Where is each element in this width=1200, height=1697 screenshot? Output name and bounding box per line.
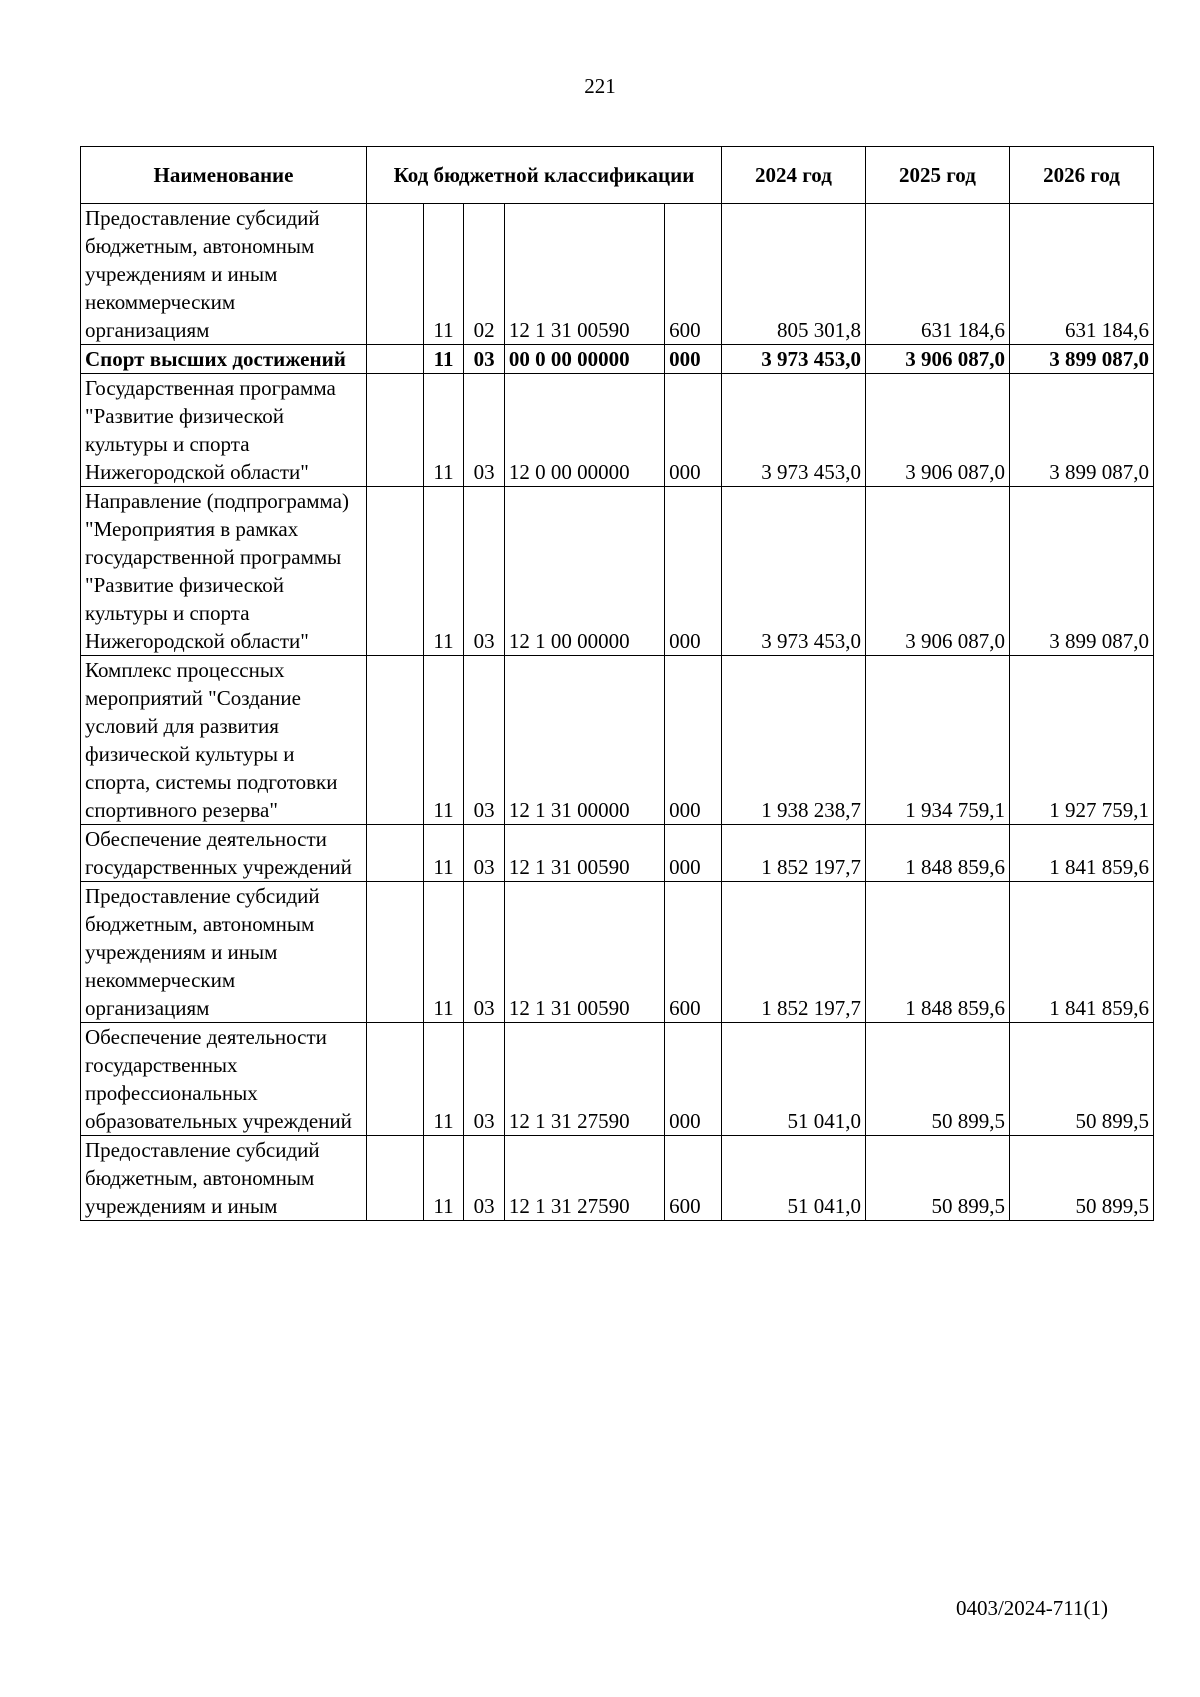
code-section: 11 xyxy=(423,1136,464,1221)
code-expense-type: 000 xyxy=(665,825,722,882)
code-target: 12 0 00 00000 xyxy=(504,374,664,487)
row-name: Обеспечение деятельности государственных учреждений xyxy=(81,825,367,882)
value-2024: 1 852 197,7 xyxy=(721,882,865,1023)
value-2024: 51 041,0 xyxy=(721,1023,865,1136)
value-2026: 1 927 759,1 xyxy=(1009,656,1153,825)
value-2026: 1 841 859,6 xyxy=(1009,825,1153,882)
header-code: Код бюджетной классификации xyxy=(366,147,721,204)
table-row xyxy=(81,204,1154,345)
code-cell-blank xyxy=(366,345,423,374)
code-target: 12 1 31 00590 xyxy=(504,825,664,882)
table-body xyxy=(81,204,1154,1221)
table-row xyxy=(81,656,1154,825)
code-subsection: 03 xyxy=(464,1136,505,1221)
header-2026: 2026 год xyxy=(1009,147,1153,204)
code-target: 00 0 00 00000 xyxy=(504,345,664,374)
code-subsection: 03 xyxy=(464,1023,505,1136)
value-2026: 3 899 087,0 xyxy=(1009,487,1153,656)
value-2025: 50 899,5 xyxy=(865,1136,1009,1221)
row-name: Предоставление субсидий бюджетным, автономным учреждениям и иным некоммерческим организациям xyxy=(81,882,367,1023)
code-section: 11 xyxy=(423,374,464,487)
code-expense-type: 600 xyxy=(665,882,722,1023)
value-2026: 3 899 087,0 xyxy=(1009,345,1153,374)
value-2024: 3 973 453,0 xyxy=(721,374,865,487)
code-cell-blank xyxy=(366,1136,423,1221)
row-name: Предоставление субсидий бюджетным, автономным учреждениям и иным некоммерческим организациям xyxy=(81,204,367,345)
page-number: 221 xyxy=(584,74,616,98)
code-expense-type: 000 xyxy=(665,1023,722,1136)
code-target: 12 1 31 00590 xyxy=(504,204,664,345)
code-subsection: 02 xyxy=(464,204,505,345)
code-section: 11 xyxy=(423,345,464,374)
code-cell-blank xyxy=(366,656,423,825)
row-name: Спорт высших достижений xyxy=(81,345,367,374)
header-name: Наименование xyxy=(81,147,367,204)
row-name: Комплекс процессных мероприятий "Создание условий для развития физической культуры и спорта, системы подготовки спортивного резерва" xyxy=(81,656,367,825)
code-expense-type: 000 xyxy=(665,656,722,825)
code-target: 12 1 31 00000 xyxy=(504,656,664,825)
code-expense-type: 600 xyxy=(665,1136,722,1221)
code-cell-blank xyxy=(366,204,423,345)
document-code: 0403/2024-711(1) xyxy=(955,1596,1108,1620)
code-cell-blank xyxy=(366,825,423,882)
code-subsection: 03 xyxy=(464,656,505,825)
value-2025: 3 906 087,0 xyxy=(865,345,1009,374)
table-row xyxy=(81,1023,1154,1136)
code-expense-type: 000 xyxy=(665,374,722,487)
code-target: 12 1 00 00000 xyxy=(504,487,664,656)
value-2025: 3 906 087,0 xyxy=(865,487,1009,656)
code-target: 12 1 31 00590 xyxy=(504,882,664,1023)
value-2026: 50 899,5 xyxy=(1009,1023,1153,1136)
code-subsection: 03 xyxy=(464,374,505,487)
value-2026: 631 184,6 xyxy=(1009,204,1153,345)
value-2025: 1 848 859,6 xyxy=(865,882,1009,1023)
code-target: 12 1 31 27590 xyxy=(504,1136,664,1221)
code-section: 11 xyxy=(423,204,464,345)
value-2025: 1 934 759,1 xyxy=(865,656,1009,825)
value-2024: 1 852 197,7 xyxy=(721,825,865,882)
code-cell-blank xyxy=(366,882,423,1023)
value-2024: 3 973 453,0 xyxy=(721,345,865,374)
table-row xyxy=(81,1136,1154,1221)
code-cell-blank xyxy=(366,487,423,656)
value-2024: 3 973 453,0 xyxy=(721,487,865,656)
value-2025: 3 906 087,0 xyxy=(865,374,1009,487)
value-2026: 3 899 087,0 xyxy=(1009,374,1153,487)
header-2025: 2025 год xyxy=(865,147,1009,204)
table-row xyxy=(81,487,1154,656)
code-subsection: 03 xyxy=(464,487,505,656)
value-2026: 50 899,5 xyxy=(1009,1136,1153,1221)
budget-table xyxy=(80,146,1154,1221)
value-2025: 631 184,6 xyxy=(865,204,1009,345)
code-subsection: 03 xyxy=(464,882,505,1023)
code-subsection: 03 xyxy=(464,345,505,374)
code-cell-blank xyxy=(366,374,423,487)
code-section: 11 xyxy=(423,487,464,656)
code-section: 11 xyxy=(423,656,464,825)
code-cell-blank xyxy=(366,1023,423,1136)
value-2025: 1 848 859,6 xyxy=(865,825,1009,882)
table-row xyxy=(81,374,1154,487)
code-section: 11 xyxy=(423,825,464,882)
table-row xyxy=(81,345,1154,374)
value-2025: 50 899,5 xyxy=(865,1023,1009,1136)
row-name: Обеспечение деятельности государственных профессиональных образовательных учреждений xyxy=(81,1023,367,1136)
value-2026: 1 841 859,6 xyxy=(1009,882,1153,1023)
code-subsection: 03 xyxy=(464,825,505,882)
table-header-row xyxy=(81,147,1154,204)
table-row xyxy=(81,825,1154,882)
value-2024: 1 938 238,7 xyxy=(721,656,865,825)
header-2024: 2024 год xyxy=(721,147,865,204)
code-expense-type: 000 xyxy=(665,487,722,656)
value-2024: 805 301,8 xyxy=(721,204,865,345)
code-section: 11 xyxy=(423,1023,464,1136)
code-section: 11 xyxy=(423,882,464,1023)
row-name: Государственная программа "Развитие физической культуры и спорта Нижегородской области" xyxy=(81,374,367,487)
table-row xyxy=(81,882,1154,1023)
code-target: 12 1 31 27590 xyxy=(504,1023,664,1136)
row-name: Предоставление субсидий бюджетным, автономным учреждениям и иным xyxy=(81,1136,367,1221)
row-name: Направление (подпрограмма) "Мероприятия в рамках государственной программы "Развитие физической культуры и спорта Нижегородской области" xyxy=(81,487,367,656)
value-2024: 51 041,0 xyxy=(721,1136,865,1221)
code-expense-type: 000 xyxy=(665,345,722,374)
code-expense-type: 600 xyxy=(665,204,722,345)
